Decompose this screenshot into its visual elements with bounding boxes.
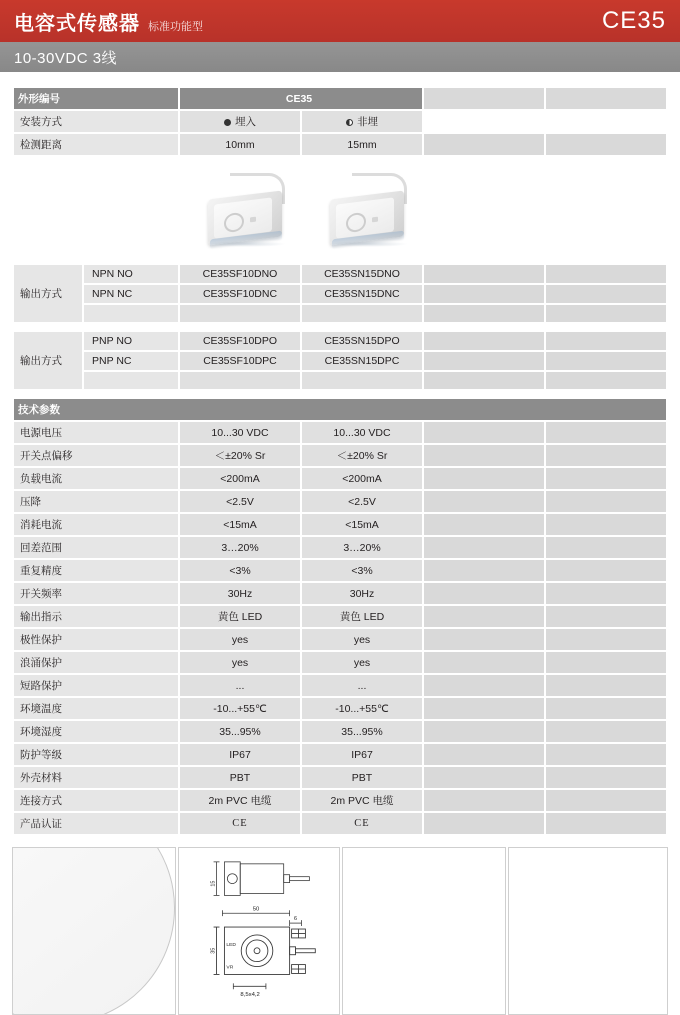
mount-col1-text: 埋入 xyxy=(235,116,256,128)
tech-row-17 xyxy=(14,813,666,834)
npn-blank2-0 xyxy=(546,265,666,283)
npn-type-2 xyxy=(84,305,178,322)
npn-col2-1: CE35SN15DNC xyxy=(302,285,422,303)
tech-blank1-6 xyxy=(424,560,544,581)
tech-blank1-7 xyxy=(424,583,544,604)
voltage-bar xyxy=(0,42,680,72)
tech-label-12: 环境温度 xyxy=(14,698,178,719)
tech-blank2-15 xyxy=(546,767,666,788)
tech-blank1-5 xyxy=(424,537,544,558)
tech-blank2-9 xyxy=(546,629,666,650)
model-header-blank-1 xyxy=(424,88,544,109)
mount-label: 安装方式 xyxy=(14,111,178,132)
pnp-type-1: PNP NC xyxy=(84,352,178,370)
tech-row-12 xyxy=(14,698,666,719)
tech-col1-7: 30Hz xyxy=(180,583,300,604)
output-npn-table xyxy=(12,263,668,324)
tech-col1-11: ... xyxy=(180,675,300,696)
mount-col2-text: 非埋 xyxy=(357,116,378,128)
mount-blank-2 xyxy=(546,111,666,132)
npn-blank2-2 xyxy=(546,305,666,322)
pnp-blank2-1 xyxy=(546,352,666,370)
npn-type-1: NPN NC xyxy=(84,285,178,303)
tech-col2-13: 35...95% xyxy=(302,721,422,742)
content-area xyxy=(0,72,680,836)
sensor-shadow-2 xyxy=(328,241,408,247)
tech-blank1-0 xyxy=(424,422,544,443)
tech-blank2-4 xyxy=(546,514,666,535)
blank-panel-1 xyxy=(342,847,506,1015)
npn-blank2-1 xyxy=(546,285,666,303)
tech-col1-13: 35...95% xyxy=(180,721,300,742)
model-header-value: CE35 xyxy=(180,88,422,109)
tech-blank2-8 xyxy=(546,606,666,627)
page-header xyxy=(0,0,680,42)
tech-col2-17: CE xyxy=(302,813,422,834)
tech-row-5 xyxy=(14,537,666,558)
tech-blank2-1 xyxy=(546,445,666,466)
tech-col1-6: <3% xyxy=(180,560,300,581)
tech-blank2-5 xyxy=(546,537,666,558)
tech-row-0 xyxy=(14,422,666,443)
tech-label-17: 产品认证 xyxy=(14,813,178,834)
page-subtitle: 标准功能型 xyxy=(148,20,203,33)
tech-blank1-17 xyxy=(424,813,544,834)
tech-col2-6: <3% xyxy=(302,560,422,581)
sensor-led-1 xyxy=(250,217,256,223)
pnp-col2-2 xyxy=(302,372,422,389)
tech-col1-2: <200mA xyxy=(180,468,300,489)
footer-gap xyxy=(0,836,680,844)
pnp-col1-1: CE35SF10DPC xyxy=(180,352,300,370)
tech-col2-10: yes xyxy=(302,652,422,673)
voltage-label: 10-30VDC 3线 xyxy=(14,49,118,67)
tech-col1-0: 10...30 VDC xyxy=(180,422,300,443)
tech-row-16 xyxy=(14,790,666,811)
tech-label-9: 极性保护 xyxy=(14,629,178,650)
tech-col1-16: 2m PVC 电缆 xyxy=(180,790,300,811)
image-row-spacer xyxy=(12,165,188,257)
tech-col2-9: yes xyxy=(302,629,422,650)
tech-col1-8: 黄色 LED xyxy=(180,606,300,627)
pnp-type-2 xyxy=(84,372,178,389)
pnp-blank1-1 xyxy=(424,352,544,370)
npn-col1-0: CE35SF10DNO xyxy=(180,265,300,283)
product-image-nonembedded xyxy=(310,165,430,257)
dim-35-label: 35 xyxy=(210,947,217,954)
tech-col1-10: yes xyxy=(180,652,300,673)
npn-blank1-0 xyxy=(424,265,544,283)
dim-mount-label: 8,5x4,2 xyxy=(240,992,260,999)
tech-label-4: 消耗电流 xyxy=(14,514,178,535)
tech-label-3: 压降 xyxy=(14,491,178,512)
output-pnp-table xyxy=(12,330,668,391)
tech-table xyxy=(12,397,668,836)
tech-row-14 xyxy=(14,744,666,765)
pnp-group-label: 输出方式 xyxy=(14,332,82,389)
product-code: CE35 xyxy=(601,7,666,34)
model-table xyxy=(12,86,668,157)
sensor-illustration-1 xyxy=(200,171,296,257)
tech-row-6 xyxy=(14,560,666,581)
tech-blank1-15 xyxy=(424,767,544,788)
tech-col2-5: 3…20% xyxy=(302,537,422,558)
tech-row-3 xyxy=(14,491,666,512)
tech-blank1-16 xyxy=(424,790,544,811)
tech-blank1-9 xyxy=(424,629,544,650)
npn-type-0: NPN NO xyxy=(84,265,178,283)
tech-blank2-17 xyxy=(546,813,666,834)
tech-row-4 xyxy=(14,514,666,535)
pnp-blank2-2 xyxy=(546,372,666,389)
decorative-panel xyxy=(12,847,176,1015)
tech-col1-5: 3…20% xyxy=(180,537,300,558)
tech-row-13 xyxy=(14,721,666,742)
product-image-embedded xyxy=(188,165,308,257)
tech-blank1-3 xyxy=(424,491,544,512)
tech-col2-8: 黄色 LED xyxy=(302,606,422,627)
pnp-row-1 xyxy=(14,352,666,370)
tech-blank1-8 xyxy=(424,606,544,627)
tech-col1-15: PBT xyxy=(180,767,300,788)
distance-row xyxy=(14,134,666,155)
distance-blank-1 xyxy=(424,134,544,155)
tech-blank1-1 xyxy=(424,445,544,466)
filled-circle-icon xyxy=(224,119,231,126)
tech-col2-4: <15mA xyxy=(302,514,422,535)
tech-label-16: 连接方式 xyxy=(14,790,178,811)
pnp-blank2-0 xyxy=(546,332,666,350)
tech-blank1-13 xyxy=(424,721,544,742)
npn-col2-0: CE35SN15DNO xyxy=(302,265,422,283)
distance-label: 检测距离 xyxy=(14,134,178,155)
mount-row xyxy=(14,111,666,132)
tech-col1-4: <15mA xyxy=(180,514,300,535)
tech-col2-7: 30Hz xyxy=(302,583,422,604)
dimension-drawing xyxy=(179,848,339,1014)
sensor-led-2 xyxy=(372,217,378,223)
tech-label-6: 重复精度 xyxy=(14,560,178,581)
sensor-shadow-1 xyxy=(206,241,286,247)
tech-row-7 xyxy=(14,583,666,604)
sensor-cable-lead-2 xyxy=(352,173,380,176)
npn-row-2 xyxy=(14,305,666,322)
tech-blank2-14 xyxy=(546,744,666,765)
tech-col1-3: <2.5V xyxy=(180,491,300,512)
tech-blank1-2 xyxy=(424,468,544,489)
mount-col1 xyxy=(180,111,300,132)
npn-group-label: 输出方式 xyxy=(14,265,82,322)
tech-header-row xyxy=(14,399,666,420)
model-header-blank-2 xyxy=(546,88,666,109)
tech-blank1-12 xyxy=(424,698,544,719)
pnp-col2-1: CE35SN15DPC xyxy=(302,352,422,370)
tech-blank2-6 xyxy=(546,560,666,581)
tech-row-15 xyxy=(14,767,666,788)
tech-blank2-12 xyxy=(546,698,666,719)
product-image-row xyxy=(12,165,668,257)
tech-col1-14: IP67 xyxy=(180,744,300,765)
tech-blank2-3 xyxy=(546,491,666,512)
tech-label-8: 输出指示 xyxy=(14,606,178,627)
tech-row-11 xyxy=(14,675,666,696)
distance-col2: 15mm xyxy=(302,134,422,155)
tech-blank1-4 xyxy=(424,514,544,535)
led-label: LED xyxy=(226,942,236,948)
tech-label-2: 负载电流 xyxy=(14,468,178,489)
dim-50-label: 50 xyxy=(252,906,260,913)
tech-blank2-11 xyxy=(546,675,666,696)
tech-blank2-13 xyxy=(546,721,666,742)
tech-col1-12: -10...+55℃ xyxy=(180,698,300,719)
tech-label-13: 环境湿度 xyxy=(14,721,178,742)
page-title: 电容式传感器 xyxy=(14,12,140,35)
sensor-cable-lead-1 xyxy=(230,173,258,176)
blank-panel-2 xyxy=(508,847,668,1015)
tech-blank2-10 xyxy=(546,652,666,673)
tech-row-1 xyxy=(14,445,666,466)
pnp-row-0 xyxy=(14,332,666,350)
pnp-col1-0: CE35SF10DPO xyxy=(180,332,300,350)
tech-row-10 xyxy=(14,652,666,673)
npn-col2-2 xyxy=(302,305,422,322)
npn-row-0 xyxy=(14,265,666,283)
npn-row-1 xyxy=(14,285,666,303)
vr-label: VR xyxy=(226,965,234,971)
tech-label-1: 开关点偏移 xyxy=(14,445,178,466)
pnp-blank1-2 xyxy=(424,372,544,389)
tech-col2-11: ... xyxy=(302,675,422,696)
tech-row-9 xyxy=(14,629,666,650)
tech-blank2-7 xyxy=(546,583,666,604)
half-circle-icon xyxy=(346,119,353,126)
tech-col2-16: 2m PVC 电缆 xyxy=(302,790,422,811)
tech-label-14: 防护等级 xyxy=(14,744,178,765)
tech-blank1-11 xyxy=(424,675,544,696)
npn-blank1-2 xyxy=(424,305,544,322)
tech-col2-1: ＜±20% Sr xyxy=(302,445,422,466)
mount-blank-1 xyxy=(424,111,544,132)
sensor-illustration-2 xyxy=(322,171,418,257)
tech-label-5: 回差范围 xyxy=(14,537,178,558)
tech-blank2-16 xyxy=(546,790,666,811)
dimension-drawing-panel xyxy=(178,847,340,1015)
tech-label-0: 电源电压 xyxy=(14,422,178,443)
pnp-row-2 xyxy=(14,372,666,389)
tech-col1-17: CE xyxy=(180,813,300,834)
tech-col1-9: yes xyxy=(180,629,300,650)
bottom-panel-row xyxy=(0,847,680,1015)
npn-blank1-1 xyxy=(424,285,544,303)
tech-col2-12: -10...+55℃ xyxy=(302,698,422,719)
tech-blank1-14 xyxy=(424,744,544,765)
decorative-arc xyxy=(12,847,175,1015)
mount-col2 xyxy=(302,111,422,132)
model-header-row xyxy=(14,88,666,109)
tech-col1-1: ＜±20% Sr xyxy=(180,445,300,466)
tech-blank2-0 xyxy=(546,422,666,443)
pnp-col2-0: CE35SN15DPO xyxy=(302,332,422,350)
npn-col1-1: CE35SF10DNC xyxy=(180,285,300,303)
tech-col2-2: <200mA xyxy=(302,468,422,489)
distance-col1: 10mm xyxy=(180,134,300,155)
dim-15-label: 15 xyxy=(210,880,217,887)
tech-col2-14: IP67 xyxy=(302,744,422,765)
tech-header-label: 技术参数 xyxy=(14,399,666,420)
tech-row-8 xyxy=(14,606,666,627)
tech-col2-0: 10...30 VDC xyxy=(302,422,422,443)
pnp-type-0: PNP NO xyxy=(84,332,178,350)
tech-row-2 xyxy=(14,468,666,489)
tech-blank2-2 xyxy=(546,468,666,489)
tech-label-7: 开关频率 xyxy=(14,583,178,604)
tech-blank1-10 xyxy=(424,652,544,673)
dim-6-label: 6 xyxy=(294,916,298,923)
header-left-group xyxy=(14,7,203,36)
model-header-label: 外形编号 xyxy=(14,88,178,109)
npn-col1-2 xyxy=(180,305,300,322)
tech-label-15: 外壳材料 xyxy=(14,767,178,788)
tech-col2-3: <2.5V xyxy=(302,491,422,512)
pnp-col1-2 xyxy=(180,372,300,389)
tech-col2-15: PBT xyxy=(302,767,422,788)
tech-label-10: 浪涌保护 xyxy=(14,652,178,673)
tech-label-11: 短路保护 xyxy=(14,675,178,696)
pnp-blank1-0 xyxy=(424,332,544,350)
distance-blank-2 xyxy=(546,134,666,155)
